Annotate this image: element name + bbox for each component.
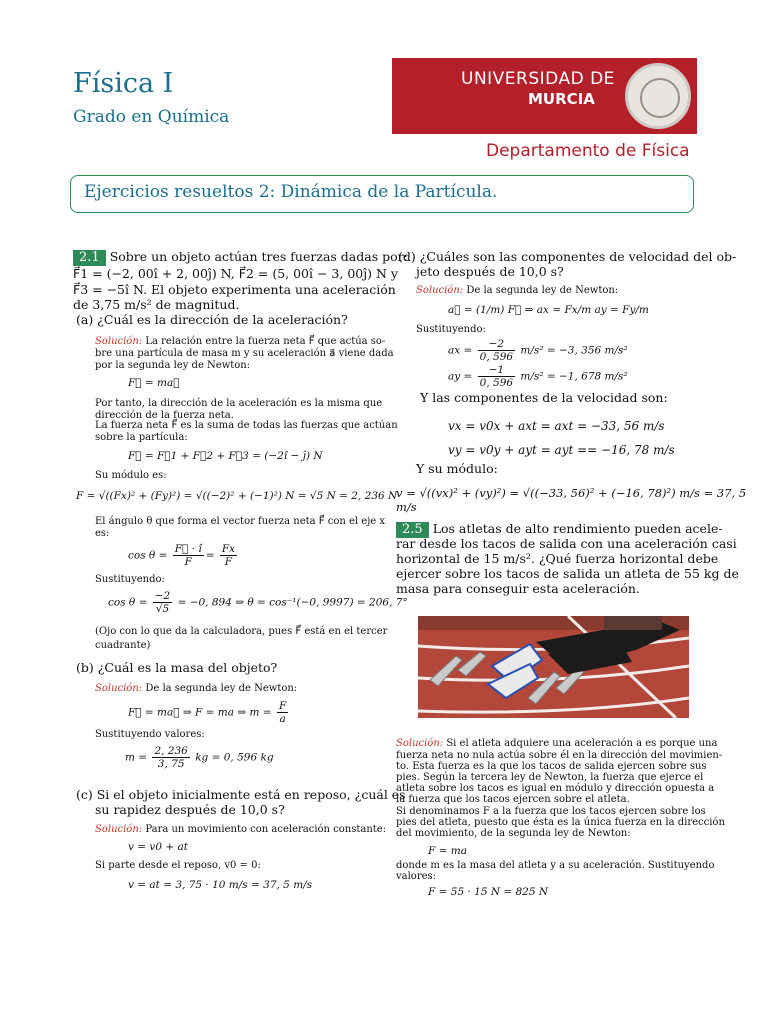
eq-lhs: cos θ = (128, 549, 168, 562)
solution-label: Solución: (396, 738, 444, 749)
solution-b-line2: Sustituyendo valores: (95, 729, 205, 740)
solution-d-line1 (416, 285, 618, 298)
solution-2-5-line5: atleta sobre los tacos es igual en módulo y dirección opuesta a (396, 783, 715, 794)
fraction (277, 700, 288, 725)
problem-2-5-line2: rar desde los tacos de salida con una aceleración casi (396, 536, 737, 551)
equation-speed: v = √((vx)² + (vy)²) = √((−33, 56)² + (−16, 78)²) m/s = 37, 5 m/s (396, 486, 747, 514)
eq-lhs: ax = (448, 344, 473, 357)
question-b: (b) ¿Cuál es la masa del objeto? (76, 660, 278, 675)
solution-a-line4: Por tanto, la dirección de la aceleración es la misma que (95, 398, 383, 409)
solution-2-5-line2: fuerza neta no nula actúa sobre él en la dirección del movimien- (396, 750, 723, 761)
solution-a-line11: Sustituyendo: (95, 574, 165, 585)
eq-lhs: ay = (448, 370, 473, 383)
solution-2-5-line1 (396, 738, 717, 751)
fraction (478, 338, 515, 363)
fraction (220, 543, 237, 568)
solution-2-5-line3: to. Esta fuerza es la que los tacos de salida ejercen sobre sus (396, 761, 707, 772)
university-logo-banner (392, 58, 697, 134)
solution-a-line8: Su módulo es: (95, 470, 167, 481)
numerator: 2, 236 (154, 745, 188, 757)
problem-2-5-line5: masa para conseguir esta aceleración. (396, 581, 640, 596)
exercise-title-box (70, 175, 694, 213)
solution-2-5-line9: del movimiento, de la segunda ley de Newton: (396, 828, 631, 839)
question-d-line2: jeto después de 10,0 s? (416, 264, 564, 279)
numerator: −1 (478, 364, 515, 377)
university-seal-icon (625, 63, 691, 129)
equation-ax (448, 338, 628, 363)
equation-net-force: F⃗ = F⃗1 + F⃗2 + F⃗3 = (−2î − ĵ) N (128, 450, 323, 462)
university-name-line2: MURCIA (528, 90, 595, 108)
question-d-line1: (d) ¿Cuáles son las componentes de velocidad del ob- (398, 249, 737, 264)
solution-text: De la segunda ley de Newton: (145, 683, 298, 694)
solution-d-line4: Y su módulo: (416, 461, 498, 476)
solution-a-line7: sobre la partícula: (95, 432, 188, 443)
question-c-line1: (c) Si el objeto inicialmente está en reposo, ¿cuál es (76, 787, 406, 802)
exercise-title: Ejercicios resueltos 2: Dinámica de la Partícula. (84, 182, 498, 202)
problem-text: Sobre un objeto actúan tres fuerzas dadas por: (109, 249, 408, 264)
denominator: 0, 596 (479, 351, 514, 363)
solution-text: La relación entre la fuerza neta F⃗ que actúa so- (145, 336, 386, 347)
numerator: F (278, 700, 287, 712)
fraction (478, 364, 515, 389)
solution-label: Solución: (95, 683, 143, 694)
solution-a-line3: por la segunda ley de Newton: (95, 360, 251, 371)
question-c-line2: su rapidez después de 10,0 s? (95, 802, 285, 817)
denominator: F (184, 556, 192, 568)
solution-text: Si el atleta adquiere una aceleración a es porque una (446, 738, 718, 749)
equation-cos-theta: cos θ = $\frac{F⃗ \cdot î}{F}$ = $\frac{Fx}{F}$ (128, 543, 236, 568)
equation-force: F = ma (428, 845, 467, 857)
page-subtitle: Grado en Química (73, 107, 230, 127)
solution-2-5-line4: pies. Según la tercera ley de Newton, la fuerza que ejerce el (396, 772, 704, 783)
solution-2-5-line6: la fuerza que los tacos ejercen sobre el atleta. (396, 794, 630, 805)
problem-2-5-line3: horizontal de 15 m/s². ¿Qué fuerza horizontal debe (396, 551, 719, 566)
equation-force-value: F = 55 · 15 N = 825 N (428, 886, 549, 898)
numerator: −2 (154, 590, 171, 602)
university-name-line1: UNIVERSIDAD DE (461, 69, 615, 89)
solution-text: Para un movimiento con aceleración constante: (145, 824, 387, 835)
denominator: 3, 75 (157, 758, 185, 770)
equation-ay (448, 364, 628, 389)
department-name: Departamento de Física (486, 141, 690, 161)
solution-a-line12: (Ojo con lo que da la calculadora, pues F⃗ está en el tercer (95, 626, 388, 637)
problem-2-1-line4: de 3,75 m/s² de magnitud. (73, 297, 240, 312)
problem-2-5-line4: ejercer sobre los tacos de salida un atleta de 55 kg de (396, 566, 739, 581)
eq-lhs: F⃗ = ma⃗ ⇒ F = ma ⇒ m = (128, 706, 272, 719)
problem-2-1-line1 (73, 249, 408, 266)
fraction (153, 590, 172, 615)
denominator: 0, 596 (479, 377, 514, 389)
solution-2-5-line8: pies del atleta, puesto que ésta es la única fuerza en la dirección (396, 817, 725, 828)
equation-vy: vy = v0y + ayt = ayt == −16, 78 m/s (448, 443, 675, 457)
solution-d-line3: Y las componentes de la velocidad son: (420, 390, 668, 405)
fraction (173, 543, 204, 568)
solution-a-line2: bre una partícula de masa m y su aceleración a⃗ viene dada (95, 348, 394, 359)
equation-velocity-value: v = at = 3, 75 · 10 m/s = 37, 5 m/s (128, 879, 313, 891)
equation-velocity: v = v0 + at (128, 841, 188, 853)
eq-rhs: m/s² = −3, 356 m/s² (520, 344, 628, 357)
solution-a-line5: dirección de la fuerza neta. (95, 410, 234, 421)
equation-theta (108, 590, 408, 615)
equation-mass-value (125, 745, 274, 770)
solution-d-line2: Sustituyendo: (416, 324, 486, 335)
solution-c-line1 (95, 824, 386, 837)
solution-label: Solución: (95, 824, 143, 835)
numerator: Fx (221, 543, 236, 555)
problem-2-1-line2: F⃗1 = (−2, 00î + 2, 00ĵ) N, F⃗2 = (5, 00î − 3, 00ĵ) N y (73, 266, 398, 281)
eq-rhs: = −0, 894 ⇒ θ = cos⁻¹(−0, 9997) = 206, 7° (177, 596, 408, 609)
solution-2-5-line11: valores: (396, 871, 437, 882)
equation-acceleration: a⃗ = (1/m) F⃗ ⇒ ax = Fx/m ay = Fy/m (448, 304, 649, 316)
equation-vx: vx = v0x + axt = axt = −33, 56 m/s (448, 419, 665, 433)
solution-label: Solución: (95, 336, 143, 347)
eq-lhs: cos θ = (108, 596, 148, 609)
question-a: (a) ¿Cuál es la dirección de la aceleración? (76, 312, 348, 327)
eq-rhs: kg = 0, 596 kg (195, 751, 274, 764)
denominator: √5 (155, 603, 170, 615)
equation-magnitude: F = √((Fx)² + (Fy)²) = √((−2)² + (−1)²) N = √5 N = 2, 236 N (76, 490, 398, 502)
denominator: a (279, 713, 286, 725)
numerator: F⃗ · î (174, 543, 202, 555)
eq-rhs: m/s² = −1, 678 m/s² (520, 370, 628, 383)
solution-2-5-line7: Si denominamos F a la fuerza que los tacos ejercen sobre los (396, 806, 706, 817)
solution-a-line13: cuadrante) (95, 640, 151, 651)
solution-a-line6: La fuerza neta F⃗ es la suma de todas las fuerzas que actúan (95, 420, 398, 431)
page-title: Física I (73, 68, 174, 99)
solution-text: De la segunda ley de Newton: (466, 285, 619, 296)
numerator: −2 (478, 338, 515, 351)
problem-2-1-line3: F⃗3 = −5î N. El objeto experimenta una aceleración (73, 282, 396, 297)
solution-a-line9: El ángulo θ que forma el vector fuerza neta F⃗ con el eje x (95, 516, 386, 527)
solution-c-line2: Si parte desde el reposo, v0 = 0: (95, 860, 261, 871)
solution-label: Solución: (416, 285, 464, 296)
equation-newton: F⃗ = ma⃗ (128, 377, 180, 389)
eq-lhs: m = (125, 751, 148, 764)
problem-number-badge: 2.1 (73, 250, 106, 266)
solution-2-5-line10: donde m es la masa del atleta y a su aceleración. Sustituyendo (396, 860, 715, 871)
solution-a-line1 (95, 336, 385, 349)
equation-mass (128, 700, 290, 725)
denominator: F (224, 556, 233, 568)
solution-a-line10: es: (95, 528, 110, 539)
problem-text: Los atletas de alto rendimiento pueden acele- (432, 521, 723, 536)
solution-b-line1 (95, 683, 297, 696)
fraction (152, 745, 189, 770)
sprinter-start-photo (418, 616, 689, 718)
problem-number-badge: 2.5 (396, 522, 429, 538)
